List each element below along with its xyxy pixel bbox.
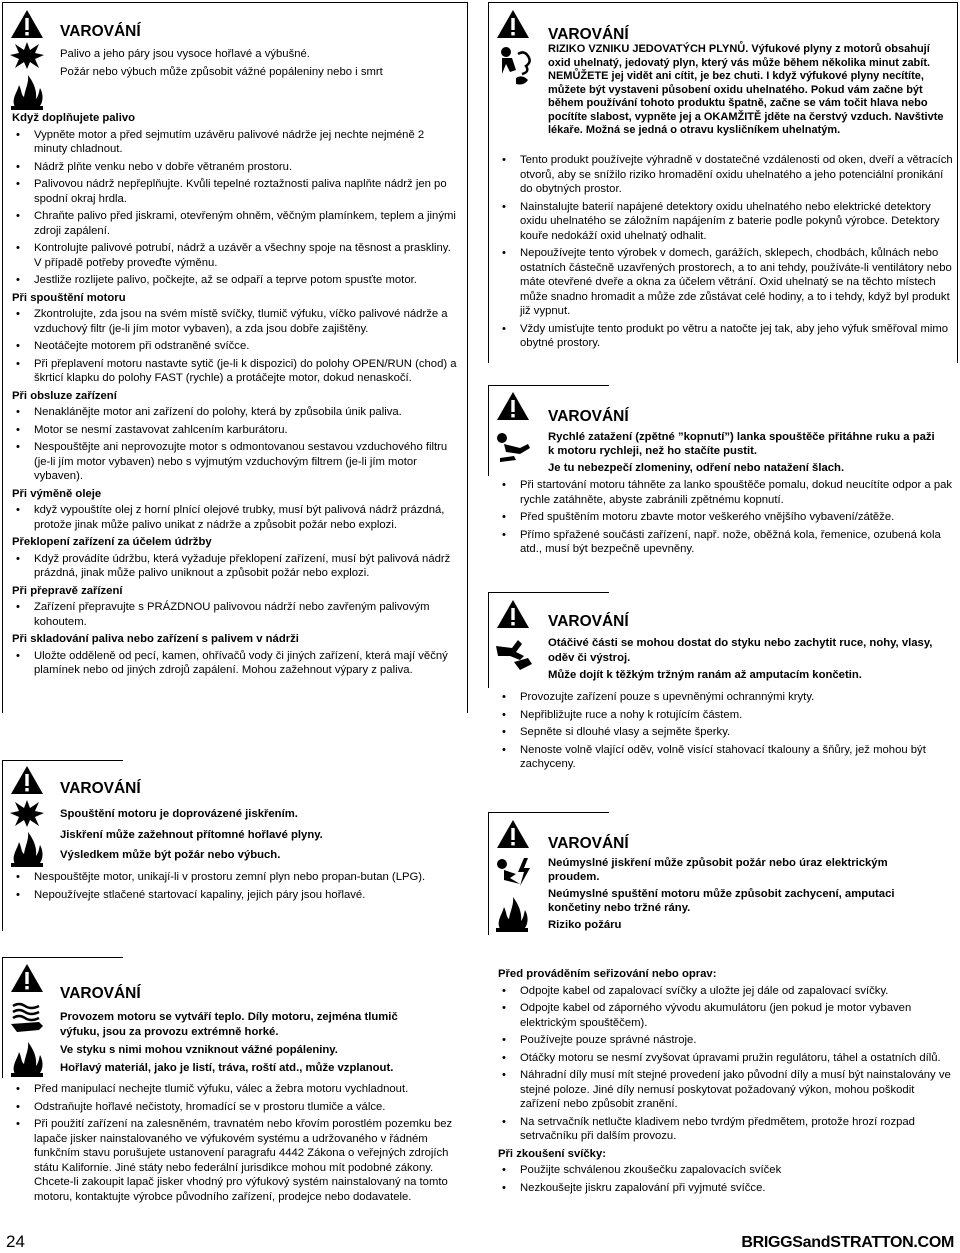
list-item: • Vypněte motor a před sejmutím uzávěru palivové nádrže jej nechte nejméně 2 minuty chladnout. <box>12 128 460 157</box>
list-item: • Nenaklánějte motor ani zařízení do polohy, která by způsobila únik paliva. <box>12 405 460 420</box>
hot-surface-icon <box>9 1000 45 1036</box>
list-item: • Jestliže rozlijete palivo, počkejte, až se odpaří a teprve potom spusťte motor. <box>12 273 460 288</box>
section-heading: Při zkoušení svíčky: <box>498 1147 606 1160</box>
list-item: • Motor se nesmí zastavovat zahlcením karburátoru. <box>12 423 460 438</box>
page-number: 24 <box>6 1232 25 1251</box>
warning-triangle-icon <box>10 8 44 40</box>
heat-rules <box>12 1082 460 1207</box>
warning-triangle-icon <box>10 764 44 796</box>
list-item: • Odpojte kabel od zapalovací svíčky a uložte jej dále od zapalovací svíčky. <box>498 984 954 999</box>
rotating-warning-lines: Otáčivé části se mohou dostat do styku nebo zachytit ruce, nohy, vlasy, oděv či výstroj. Může dojít k těžkým tržným ranám až amputacím končetin. <box>548 637 933 681</box>
list-item: • Nepoužívejte tento výrobek v domech, garážích, sklepech, chodbách, kůlnách nebo ostatních částečně uzavřených prostorech, a to ani tehdy, používáte-li ventilátory nebo máte otevřené dveře a okna za účelem větrání. Oxid uhelnatý se na těchto místech může snadno hromadit a může zde zůstávat celé hodiny, a to i tehdy, když byl produkt již vypnut. <box>498 246 954 319</box>
section-heading: Když doplňujete palivo <box>12 112 136 124</box>
toxic-fumes-icon <box>494 44 534 88</box>
spark-warning-lines: Spouštění motoru je doprovázené jiskřením. Jiskření může zažehnout přítomné hořlavé plyny. Výsledkem může být požár nebo výbuch. <box>60 808 323 861</box>
ignition-warning-title: VAROVÁNÍ <box>548 835 629 852</box>
list-item: • Nádrž plňte venku nebo v dobře větraném prostoru. <box>12 160 460 175</box>
list-item: • Palivovou nádrž nepřeplňujte. Kvůli tepelné roztažnosti paliva naplňte nádrž jen po spodní okraj hrdla. <box>12 177 460 206</box>
spark-warning-title: VAROVÁNÍ <box>60 780 141 797</box>
list-item: • Před spuštěním motoru zbavte motor veškerého vnějšího vybavení/zátěže. <box>498 510 954 525</box>
list-item: • Při přeplavení motoru nastavte sytič (je-li k dispozici) do polohy OPEN/RUN (chod) a škrticí klapku do polohy FAST (rychle) a protáčejte motor, dokud nenaskočí. <box>12 357 460 386</box>
fire-icon <box>9 830 45 868</box>
co-warning-lines: RIZIKO VZNIKU JEDOVATÝCH PLYNŮ. Výfukové plyny z motorů obsahují oxid uhelnatý, jedovatý plyn, který vás může během několika minut zabít. NEMŮŽETE jej vidět ani cítit, je bez chuti. I když výfukové plyny necítíte, můžete být vystaveni působení oxidu uhelnatého. Pokud vám začne být během používání tohoto produktu špatně, začne se vám točit hlava nebo pocítíte slabost, vypněte jej a OKAMŽITĚ jděte na čerstvý vzduch. Navštivte lékaře. Možná se jedná o otravu kysličníkem uhelnatým. <box>548 43 944 136</box>
list-item: • Na setrvačník netlučte kladivem nebo tvrdým předmětem, protože hrozí rozpad setrvačníku při dalším provozu. <box>498 1115 954 1144</box>
section-heading: Při spouštění motoru <box>12 291 126 304</box>
heat-warning-title: VAROVÁNÍ <box>60 985 141 1002</box>
section-heading: Před prováděním seřizování nebo oprav: <box>498 968 717 980</box>
brand-footer: BRIGGSandSTRATTON.COM <box>741 1234 954 1251</box>
list-item: • Nezkoušejte jiskru zapalování při vyjmuté svíčce. <box>498 1181 954 1196</box>
section-heading: Při skladování paliva nebo zařízení s palivem v nádrži <box>12 633 299 645</box>
warning-triangle-icon <box>496 818 530 850</box>
fuel-warning-title: VAROVÁNÍ <box>60 23 141 40</box>
section-heading: Překlopení zařízení za účelem údržby <box>12 536 212 548</box>
list-item: • Nepřibližujte ruce a nohy k rotujícím částem. <box>498 708 954 723</box>
list-item: • Nepoužívejte stlačené startovací kapaliny, jejich páry jsou hořlavé. <box>12 888 460 903</box>
fire-icon <box>9 1040 45 1078</box>
rotating-rules <box>498 690 954 775</box>
list-item: • Uložte odděleně od pecí, kamen, ohřívačů vody či jiných zařízení, která mají věčný plamínek nebo od jiných zdrojů zapálení. Mohou zažehnout výpary z paliva. <box>12 649 460 678</box>
list-item: • Otáčky motoru se nesmí zvyšovat úpravami pružin regulátoru, táhel a ostatních dílů. <box>498 1051 954 1066</box>
warning-triangle-icon <box>496 390 530 422</box>
list-item: • Vždy umisťujte tento produkt po větru a natočte jej tak, aby jeho výfuk směřoval mimo obytné prostory. <box>498 322 954 351</box>
fuel-rules <box>12 108 460 681</box>
rotating-parts-icon <box>494 636 534 672</box>
list-item: • Když provádíte údržbu, která vyžaduje překlopení zařízení, musí být palivová nádrž prázdná, jinak může palivo uniknout a způsobit požár nebo explozi. <box>12 552 460 581</box>
kickback-warning-title: VAROVÁNÍ <box>548 408 629 425</box>
explosion-icon <box>9 40 45 70</box>
fire-icon <box>494 895 530 933</box>
list-item: • když vypouštíte olej z horní plnící olejové trubky, musí být palivová nádrž prázdná, protože jinak může palivo unikat z nádrže a způsobit požár nebo explozi. <box>12 503 460 532</box>
explosion-icon <box>9 798 45 828</box>
rotating-warning-title: VAROVÁNÍ <box>548 613 629 630</box>
list-item: • Při startování motoru táhněte za lanko spouštěče pomalu, dokud neucítíte odpor a pak rychle zatáhněte, abyste zabránili zpětnému kopnutí. <box>498 478 954 507</box>
kickback-rules <box>498 478 954 560</box>
list-item: • Neotáčejte motorem při odstraněné svíčce. <box>12 339 460 354</box>
list-item: • Před manipulací nechejte tlumič výfuku, válec a žebra motoru vychladnout. <box>12 1082 460 1097</box>
fuel-warning-lines: Palivo a jeho páry jsou vysoce hořlavé a výbušné. Požár nebo výbuch může způsobit vážné popáleniny nebo i smrt <box>60 48 383 78</box>
list-item: • Tento produkt používejte výhradně v dostatečné vzdálenosti od oken, dveří a větracích otvorů, aby se snížilo riziko hromadění oxidu uhelnatého a jeho potenciální pronikání do obytných prostor. <box>498 153 954 197</box>
section-heading: Při výměně oleje <box>12 487 102 500</box>
co-rules <box>498 153 954 354</box>
list-item: • Náhradní díly musí mít stejné provedení jako původní díly a musí být nainstalovány ve stejné poloze. Jiné díly nemusí poskytovat požadovaný výkon, mohou poškodit zařízení nebo způsobit zranění. <box>498 1068 954 1112</box>
maintenance-rules <box>498 964 954 1198</box>
co-warning-title: VAROVÁNÍ <box>548 26 629 43</box>
list-item: • Odstraňujte hořlavé nečistoty, hromadící se v prostoru tlumiče a válce. <box>12 1100 460 1115</box>
list-item: • Nenoste volně vlající oděv, volně visící stahovací tkalouny a šňůry, jež mohou být zachyceny. <box>498 743 954 772</box>
list-item: • Přímo spřažené součásti zařízení, např. nože, oběžná kola, řemenice, ozubená kola atd., musí být bezpečně upevněny. <box>498 528 954 557</box>
shock-icon <box>494 856 534 892</box>
list-item: • Sepněte si dlouhé vlasy a sejměte šperky. <box>498 725 954 740</box>
list-item: • Provozujte zařízení pouze s upevněnými ochrannými kryty. <box>498 690 954 705</box>
list-item: • Chraňte palivo před jiskrami, otevřeným ohněm, věčným plamínkem, teplem a jinými zdroji zapálení. <box>12 209 460 238</box>
list-item: • Zkontrolujte, zda jsou na svém místě svíčky, tlumič výfuku, víčko palivové nádrže a vzduchový filtr (je-li jím motor vybaven), a zda jsou dobře zajištěny. <box>12 307 460 336</box>
heat-warning-lines: Provozem motoru se vytváří teplo. Díly motoru, zejména tlumič výfuku, jsou za provozu extrémně horké. Ve styku s nimi mohou vzniknout vážné popáleniny. Hořlavý materiál, jako je listí, tráva, roští atd., může vzplanout. <box>60 1011 398 1074</box>
ignition-warning-lines: Neúmyslné jiskření může způsobit požár nebo úraz elektrickým proudem. Neúmyslné spuštění motoru může způsobit zachycení, amputaci končetiny nebo tržné rány. Riziko požáru <box>548 857 895 931</box>
list-item: • Zařízení přepravujte s PRÁZDNOU palivovou nádrží nebo zavřeným palivovým kohoutem. <box>12 600 460 629</box>
list-item: • Nainstalujte baterií napájené detektory oxidu uhelnatého nebo elektrické detektory oxidu uhelnatého se záložním napájením z baterie podle pokynů výrobce. Detektory kouře nedokáží oxid uhelnatý odhalit. <box>498 200 954 244</box>
warning-triangle-icon <box>496 598 530 630</box>
list-item: • Nespouštějte motor, unikají-li v prostoru zemní plyn nebo propan-butan (LPG). <box>12 870 460 885</box>
spark-rules <box>12 870 460 905</box>
list-item: • Kontrolujte palivové potrubí, nádrž a uzávěr a všechny spoje na těsnost a praskliny. V případě potřeby proveďte výměnu. <box>12 241 460 270</box>
fire-icon <box>9 73 45 111</box>
kickback-warning-lines: Rychlé zatažení (zpětné ”kopnutí”) lanka spouštěče přitáhne ruku a paži k motoru rychleji, než ho stačíte pustit. Je tu nebezpečí zlomeniny, odření nebo natažení šlach. <box>548 431 935 474</box>
kickback-icon <box>494 430 534 464</box>
list-item: • Použijte schválenou zkoušečku zapalovacích svíček <box>498 1163 954 1178</box>
warning-triangle-icon <box>496 8 530 40</box>
section-heading: Při přepravě zařízení <box>12 584 123 597</box>
section-heading: Při obsluze zařízení <box>12 389 117 402</box>
list-item: • Odpojte kabel od záporného vývodu akumulátoru (jen pokud je motor vybaven elektrickým spouštěčem). <box>498 1001 954 1030</box>
list-item: • Při použití zařízení na zalesněném, travnatém nebo křovím porostlém pozemku bez lapače jisker nainstalovaného ve výfukovém systému a udržovaného v řádném funkčním stavu porušujete ustanovení paragrafu 4442 Zákona o veřejných zdrojích státu Kalifornie. Jiné státy nebo federální jurisdikce mohou mít podobné zákony. Chcete-li zakoupit lapač jisker vhodný pro výfukový systém nainstalovaný na tomto motoru, kontaktujte výrobce původního zařízení, prodejce nebo dodavatele. <box>12 1117 460 1204</box>
list-item: • Nespouštějte ani neprovozujte motor s odmontovanou sestavou vzduchového filtru (je-li jím motor vybaven) nebo s vyjmutým vzduchovým filtrem (je-li jím motor vybaven). <box>12 440 460 484</box>
warning-triangle-icon <box>10 962 44 994</box>
list-item: • Používejte pouze správné nástroje. <box>498 1033 954 1048</box>
